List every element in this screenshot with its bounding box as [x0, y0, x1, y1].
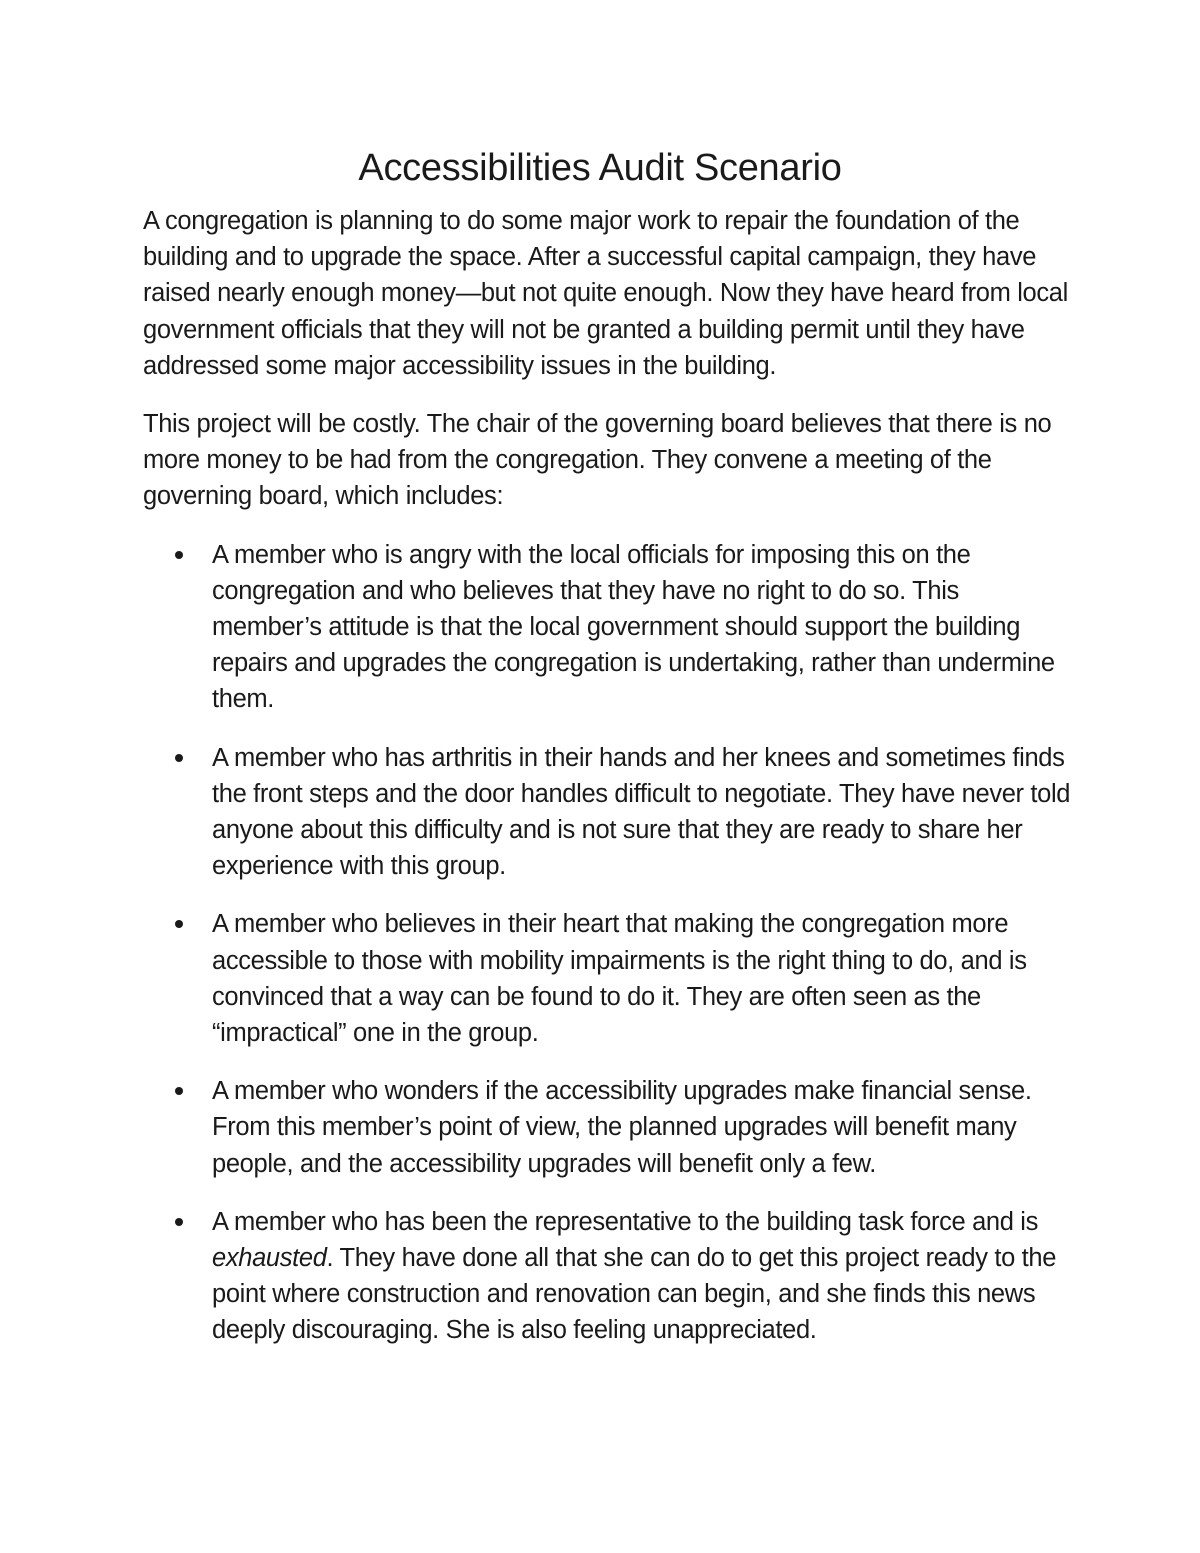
bullet-icon — [175, 1218, 183, 1226]
list-item — [143, 1073, 1073, 1182]
list-item-text: A member who has arthritis in their hands and her knees and sometimes finds the front steps and the door handles difficult to negotiate. They have never told anyone about this difficulty and is not sure that they are ready to share her experience with this group. — [212, 743, 1071, 881]
list-item — [143, 740, 1073, 885]
bullet-icon — [175, 1087, 183, 1095]
list-item-text-end: . They have done all that she can do to get this project ready to the point where construction and renovation can begin, and she finds this news deeply discouraging. She is also feeling unappreciated. — [212, 1244, 1057, 1345]
board-paragraph: This project will be costly. The chair of the governing board believes that there is no more money to be had from the congregation. They convene a meeting of the governing board, which includes: — [143, 410, 1052, 511]
list-item — [143, 906, 1073, 1051]
list-item-text: A member who wonders if the accessibility upgrades make financial sense. From this member’s point of view, the planned upgrades will benefit many people, and the accessibility upgrades will benefit only a few. — [212, 1077, 1032, 1178]
list-item-text-start: A member who has been the representative to the building task force and is — [212, 1207, 1039, 1236]
list-item — [143, 1204, 1073, 1349]
list-item-text: A member who believes in their heart that making the congregation more accessible to those with mobility impairments is the right thing to do, and is convinced that a way can be found to do it. They are often seen as the “impractical” one in the group. — [212, 910, 1027, 1048]
document-body — [143, 203, 1073, 1349]
board-members-list — [143, 537, 1073, 1349]
bullet-icon — [175, 551, 183, 559]
emphasized-word: exhausted — [212, 1244, 327, 1273]
list-item — [143, 537, 1073, 718]
intro-paragraph: A congregation is planning to do some major work to repair the foundation of the building and to upgrade the space. After a successful capital campaign, they have raised nearly enough money—but not quite enough. Now they have heard from local government officials that they will not be granted a building permit until they have addressed some major accessibility issues in the building. — [143, 207, 1068, 380]
bullet-icon — [175, 920, 183, 928]
bullet-icon — [175, 754, 183, 762]
list-item-text: A member who is angry with the local officials for imposing this on the congregation and who believes that they have no right to do so. This member’s attitude is that the local government should support the building repairs and upgrades the congregation is undertaking, rather than undermine them. — [212, 540, 1055, 714]
page-title: Accessibilities Audit Scenario — [358, 147, 842, 189]
